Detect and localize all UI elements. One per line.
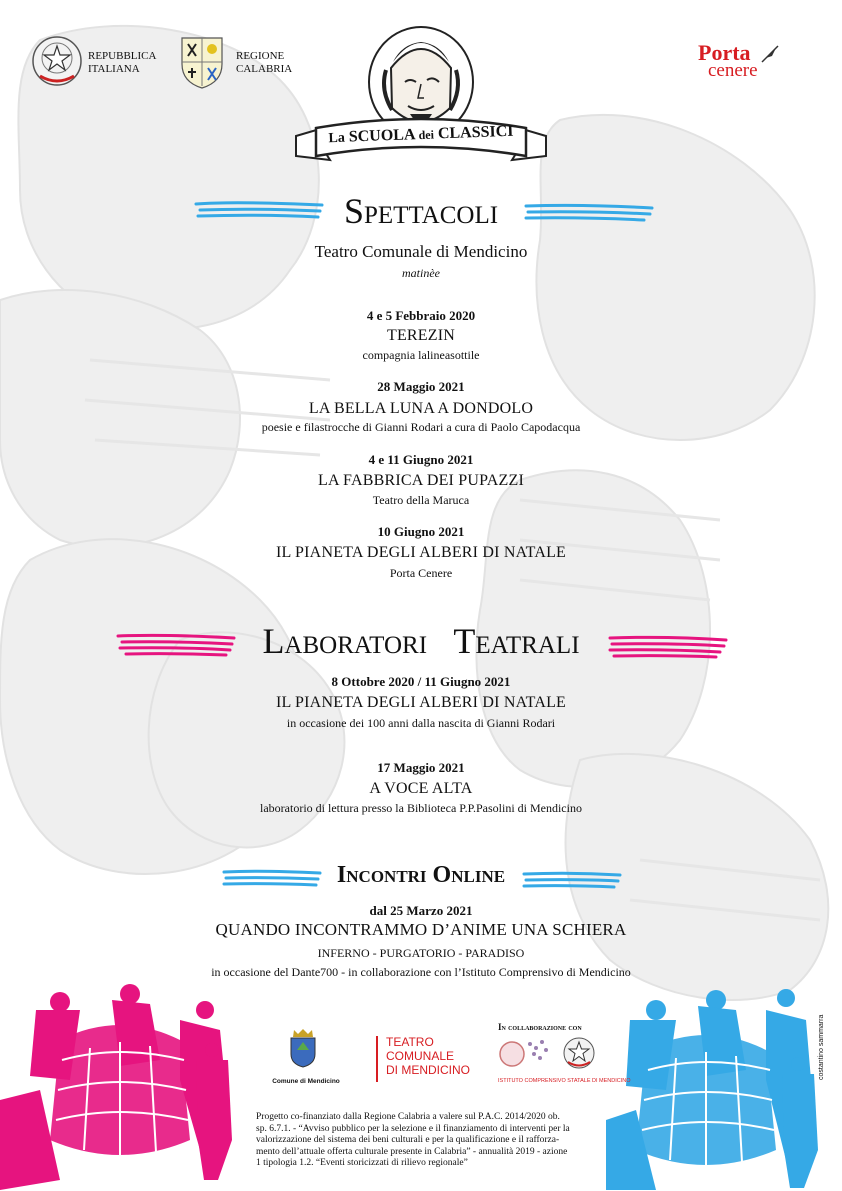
- event-date: 28 Maggio 2021: [377, 379, 465, 394]
- event-title: LA BELLA LUNA A DONDOLO: [308, 400, 534, 417]
- spettacoli-heading: Spettacoli: [343, 191, 499, 231]
- collab-label: In collaborazione con: [498, 1022, 582, 1032]
- event-date: 4 e 11 Giugno 2021: [368, 452, 474, 467]
- artist-credit: costantino sammarra: [818, 1014, 825, 1080]
- pink-figures-illustration: [0, 980, 240, 1190]
- comune-crest-icon: [288, 1028, 318, 1068]
- event-date: 10 Giugno 2021: [377, 524, 465, 539]
- event-subtitle: poesie e filastrocche di Gianni Rodari a cura di Paolo Capodacqua: [261, 420, 581, 434]
- teatro-comunale-logo: [376, 1036, 488, 1082]
- spettacoli-venue: Teatro Comunale di Mendicino: [314, 242, 528, 261]
- teatro-line1: TEATRO: [386, 1035, 434, 1049]
- event-subtitle: laboratorio di lettura presso la Biblioteca P.P.Pasolini di Mendicino: [260, 801, 582, 815]
- istituto-text: ISTITUTO COMPRENSIVO STATALE DI MENDICINO: [498, 1078, 631, 1084]
- italian-emblem-small-icon: [562, 1036, 596, 1070]
- project-line: sp. 6.7.1. - “Avviso pubblico per la selezione e il finanziamento di interventi per la: [256, 1123, 570, 1134]
- calabria-shield-icon: [178, 34, 226, 90]
- laboratori-heading: Laboratori Teatrali: [262, 621, 580, 661]
- comune-text: Comune di Mendicino: [272, 1078, 340, 1085]
- event-date: 17 Maggio 2021: [377, 760, 465, 775]
- project-line: valorizzazione del sistema dei beni culturali e per la qualificazione e il rafforza-: [256, 1135, 560, 1145]
- project-funding-text: [256, 1112, 596, 1170]
- event-subtitle: Porta Cenere: [389, 566, 453, 580]
- regione-line1: REGIONE: [236, 50, 285, 62]
- banner-la: La: [328, 130, 346, 147]
- cenere-text: cenere: [708, 60, 758, 81]
- feather-icon: [760, 44, 780, 64]
- incontri-title: QUANDO INCONTRAMMO D’ANIME UNA SCHIERA: [215, 920, 627, 939]
- teatro-line3: DI MENDICINO: [386, 1063, 470, 1077]
- incontri-subtitle: INFERNO - PURGATORIO - PARADISO: [317, 946, 525, 960]
- banner-classici: CLASSICI: [437, 122, 514, 143]
- event-title: TEREZIN: [386, 327, 456, 344]
- shakespeare-portrait-icon: [290, 20, 552, 180]
- porta-text: Porta: [698, 40, 751, 65]
- repubblica-line2: ITALIANA: [88, 63, 140, 75]
- blue-figures-illustration: [606, 980, 826, 1190]
- porta-cenere-logo: [698, 40, 798, 90]
- incontri-collab: in occasione del Dante700 - in collaborazione con l’Istituto Comprensivo di Mendicino: [211, 965, 631, 979]
- event-subtitle: compagnia lalineasottile: [362, 348, 480, 362]
- event-date: 8 Ottobre 2020 / 11 Giugno 2021: [331, 674, 511, 689]
- banner-scuola: SCUOLA: [348, 126, 415, 146]
- banner-dei: dei: [418, 127, 435, 143]
- comune-logo: [266, 1028, 346, 1088]
- event-title: A VOCE ALTA: [369, 780, 473, 797]
- event-title: IL PIANETA DEGLI ALBERI DI NATALE: [275, 694, 567, 711]
- event-date: 4 e 5 Febbraio 2020: [366, 308, 476, 323]
- repubblica-line1: REPUBBLICA: [88, 50, 157, 62]
- incontri-date: dal 25 Marzo 2021: [369, 903, 473, 918]
- istituto-logo-icon: [498, 1036, 558, 1076]
- event-title: IL PIANETA DEGLI ALBERI DI NATALE: [275, 544, 567, 561]
- event-title: LA FABBRICA DEI PUPAZZI: [318, 472, 524, 489]
- spettacoli-matinee: matinèe: [402, 266, 440, 280]
- repubblica-logo: [30, 34, 170, 94]
- event-subtitle: Teatro della Maruca: [372, 493, 470, 507]
- project-line: 1 tipologia 1.2. “Eventi storicizzati di rilievo regionale”: [256, 1158, 468, 1168]
- project-line: Progetto co-finanziato dalla Regione Calabria a valere sul P.A.C. 2014/2020 ob.: [256, 1112, 560, 1122]
- regione-line2: CALABRIA: [236, 63, 293, 75]
- italian-emblem-icon: [30, 34, 84, 88]
- teatro-line2: COMUNALE: [386, 1049, 455, 1063]
- incontri-heading: Incontri Online: [336, 862, 506, 888]
- scuola-classici-logo: [290, 20, 552, 180]
- event-subtitle: in occasione dei 100 anni dalla nascita di Gianni Rodari: [286, 716, 556, 730]
- project-line: mento dell’attuale offerta culturale presente in Calabria” - annualità 2019 - azione: [256, 1146, 568, 1157]
